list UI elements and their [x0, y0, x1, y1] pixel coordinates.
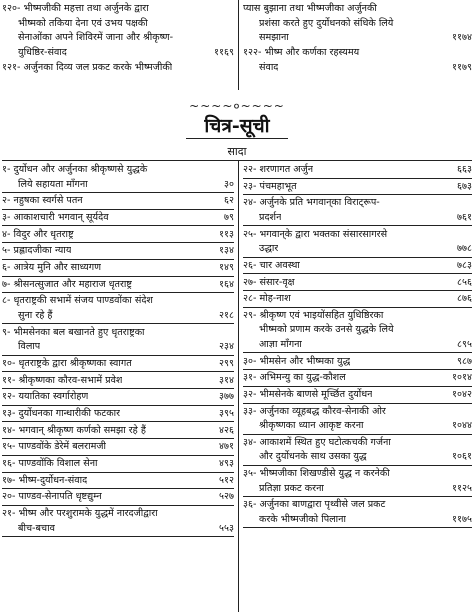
- entry-text: २- नहुषका स्वर्गसे पतन: [2, 195, 83, 207]
- entry-text: सुना रहे हैं: [18, 309, 53, 321]
- entry-text: करके भीष्मजीको पिलाना: [259, 513, 346, 525]
- page-number: २१८: [219, 309, 234, 321]
- index-entry: [243, 228, 472, 258]
- index-entry: [2, 228, 234, 244]
- entry-text: ११- श्रीकृष्णका कौरव-सभामें प्रवेश: [2, 374, 123, 386]
- page-number: ७७८: [457, 243, 472, 255]
- page-number: १०४२: [452, 389, 472, 400]
- entry-line: २४- अर्जुनके प्रति भगवान्‌का विराट्‌रूप-: [243, 197, 380, 209]
- page-number: १६४: [219, 278, 234, 290]
- index-entry: [243, 180, 472, 196]
- index-entry: [2, 357, 234, 373]
- page-number: ३९५: [219, 407, 234, 419]
- index-entry: [2, 244, 234, 260]
- list-top-rule: [2, 160, 472, 161]
- page-number: ६२: [224, 195, 234, 207]
- entry-last-line: [243, 276, 472, 291]
- index-entry: [2, 194, 234, 210]
- page-number: ११३: [219, 228, 234, 240]
- index-entry: [243, 467, 472, 497]
- page-number: ५५३: [219, 522, 234, 534]
- entry-text: १७- भीष्म-दुर्योधन-संवाद: [2, 474, 88, 486]
- page-number: ८९५: [457, 338, 472, 350]
- page-number: ११७४: [452, 32, 472, 43]
- entry-text: ५- प्रह्लादजीका न्याय: [2, 245, 72, 257]
- entry-line: १- दुर्योधन और अर्जुनका श्रीकृष्णसे युद्धके: [2, 164, 148, 175]
- entry-text: और दुर्योधनके साथ उसका युद्ध: [259, 451, 367, 463]
- entry-last-line: [243, 388, 472, 403]
- index-entry: [243, 355, 472, 371]
- page-number: ९८७: [457, 355, 472, 367]
- entry-last-line: [2, 340, 234, 355]
- entry-line: प्रशंसा करते हुए दुर्योधनको संधिके लिये: [259, 17, 394, 29]
- entry-text: बीच-बचाव: [18, 522, 55, 534]
- index-entry: [243, 276, 472, 292]
- entry-last-line: [2, 278, 234, 293]
- entry-line: ३३- अर्जुनका व्यूहबद्ध कौरव-सेनाकी ओर: [243, 405, 386, 417]
- entry-text: ४- विदुर और धृतराष्ट्र: [2, 228, 74, 240]
- entry-last-line: [243, 211, 472, 226]
- index-entry: [2, 457, 234, 473]
- entry-text: श्रीकृष्णका ध्यान आकृष्ट करना: [259, 420, 364, 432]
- entry-text: समझाना: [259, 32, 289, 43]
- page-number: ७६१: [457, 211, 472, 223]
- entry-last-line: [243, 355, 472, 370]
- entry-last-line: [2, 211, 234, 226]
- entry-text: संवाद: [259, 61, 279, 73]
- entry-line: ३४- आकाशमें स्थित हुए घटोत्कचकी गर्जना: [243, 436, 391, 448]
- index-entry: [243, 498, 472, 528]
- page-number: ११७९: [452, 61, 472, 73]
- index-entry: [243, 292, 472, 308]
- entry-line: ९- भीमसेनका बल बखानते हुए धृतराष्ट्रका: [2, 326, 145, 338]
- column-divider-top: [238, 0, 239, 90]
- entry-last-line: [243, 242, 472, 257]
- entry-last-line: [243, 31, 472, 46]
- entry-last-line: [2, 61, 234, 76]
- page-number: ५१२: [219, 474, 234, 486]
- index-entry: [243, 388, 472, 404]
- page-number: ५२७: [219, 491, 234, 503]
- entry-text: ३- आकाशचारी भगवान् सूर्यदेव: [2, 211, 109, 223]
- entry-text: २२- शरणागत अर्जुन: [243, 164, 314, 175]
- entry-text: २०- पाण्डव-सेनापति धृष्टद्युम्न: [2, 491, 102, 503]
- entry-last-line: [2, 244, 234, 259]
- entry-line: २१- भीष्म और परशुरामके युद्धमें नारदजीद्वारा: [2, 508, 158, 520]
- entry-text: उद्धार: [259, 243, 279, 255]
- page-number: ४२६: [219, 424, 234, 436]
- page-number: ४९३: [219, 458, 234, 469]
- page-number: ६७३: [457, 180, 472, 192]
- entry-last-line: [243, 450, 472, 465]
- index-entry: [243, 259, 472, 275]
- entry-text: १४- भगवान् श्रीकृष्ण कर्णको समझा रहे हैं: [2, 424, 146, 436]
- page-number: १०४४: [452, 420, 472, 432]
- entry-last-line: [2, 424, 234, 439]
- index-entry: [243, 371, 472, 387]
- entry-line: २९- श्रीकृष्ण एवं भाइयोंसहित युधिष्ठिरका: [243, 309, 384, 321]
- entry-last-line: [2, 374, 234, 389]
- entry-text: १२- ययातिका स्वर्गारोहण: [2, 391, 89, 403]
- page-number: १०१४: [452, 372, 472, 384]
- title-underline: [186, 138, 288, 139]
- entry-last-line: [2, 440, 234, 455]
- page-number: ८७६: [457, 293, 472, 305]
- index-entry: [2, 294, 234, 324]
- index-entry: [2, 507, 234, 537]
- entry-line: १२२- भीष्म और कर्णका रहस्यमय: [243, 47, 360, 59]
- entry-text: १०- धृतराष्ट्रके द्वारा श्रीकृष्णका स्वागत: [2, 357, 132, 369]
- entry-last-line: [243, 259, 472, 274]
- index-entry: [2, 407, 234, 423]
- page-title: चित्र-सूची: [204, 115, 270, 137]
- index-entry: [243, 2, 472, 46]
- entry-last-line: [243, 419, 472, 434]
- entry-last-line: [2, 261, 234, 276]
- section-subtitle: सादा: [227, 145, 247, 158]
- entry-last-line: [2, 357, 234, 372]
- page-number: ६६३: [457, 164, 472, 175]
- entry-text: विलाप: [18, 341, 41, 353]
- entry-line: भीष्मको प्रणाम करके उनसे युद्धके लिये: [259, 324, 394, 336]
- entry-last-line: [2, 309, 234, 324]
- entry-text: लिये सहायता माँगना: [18, 178, 88, 190]
- index-entry: [243, 309, 472, 354]
- entry-text: ७- श्रीसनत्सुजात और महाराज धृतराष्ट्र: [2, 278, 132, 290]
- entry-last-line: [2, 390, 234, 405]
- index-entry: [2, 163, 234, 193]
- page-number: ८५६: [457, 276, 472, 288]
- index-entry: [2, 490, 234, 506]
- page-number: ७८३: [457, 259, 472, 271]
- entry-line: २५- भगवान्‌के द्वारा भक्तका संसारसागरसे: [243, 228, 388, 240]
- page-number: ११२५: [452, 482, 472, 494]
- entry-text: ३२- भीमसेनके बाणसे मूर्च्छित दुर्योधन: [243, 389, 373, 400]
- index-entry: [2, 474, 234, 490]
- entry-line: भीष्मको तकिया देना एवं उभय पक्षकी: [18, 17, 148, 29]
- figure-list: [0, 163, 474, 612]
- entry-text: २३- पंचमहाभूत: [243, 180, 297, 192]
- page-number: २९९: [219, 357, 234, 369]
- entry-text: १६- पाण्डवोंकि विशाल सेना: [2, 458, 98, 469]
- entry-text: १५- पाण्डवोंके डेरेमें बलरामजी: [2, 441, 106, 453]
- entry-line: ३५- भीष्मजीका शिखण्डीसे युद्ध न करनेकी: [243, 468, 390, 480]
- page-number: ११७५: [452, 513, 472, 525]
- index-entry: [2, 211, 234, 227]
- page-number: ३१४: [219, 374, 234, 386]
- top-section: [0, 2, 474, 88]
- entry-last-line: [243, 482, 472, 497]
- index-entry: [2, 278, 234, 294]
- index-entry: [2, 261, 234, 277]
- entry-last-line: [2, 490, 234, 505]
- index-entry: [2, 2, 234, 60]
- entry-text: २६- चार अवस्था: [243, 259, 300, 271]
- ornament-divider: ~~~~०~~~~: [189, 99, 285, 113]
- index-entry: [243, 163, 472, 179]
- entry-text: २८- मोह-नाश: [243, 293, 291, 305]
- index-entry: [2, 374, 234, 390]
- index-entry: [243, 405, 472, 435]
- entry-text: युधिष्ठिर-संवाद: [18, 46, 67, 58]
- page-number: ३७७: [219, 391, 234, 403]
- entry-last-line: [2, 178, 234, 193]
- entry-line: ८- धृतराष्ट्रकी सभामें संजय पाण्डवोंका संदेश: [2, 295, 153, 307]
- entry-text: आज्ञा माँगना: [259, 338, 302, 350]
- entry-text: २७- संसार-वृक्ष: [243, 276, 295, 288]
- index-entry: [2, 440, 234, 456]
- page-number: ११६९: [214, 46, 234, 58]
- entry-last-line: [2, 228, 234, 243]
- column-divider-list: [238, 161, 239, 612]
- entry-text: प्रतिज्ञा प्रकट करना: [259, 482, 324, 494]
- index-entry: [243, 46, 472, 75]
- index-entry: [2, 326, 234, 356]
- entry-last-line: [2, 522, 234, 537]
- index-entry: [243, 196, 472, 226]
- index-entry: [2, 61, 234, 76]
- entry-line: प्यास बुझाना तथा भीष्मजीका अर्जुनकी: [243, 3, 377, 14]
- entry-text: १२१- अर्जुनका दिव्य जल प्रकट करके भीष्मजीकी: [2, 61, 173, 73]
- entry-line: सेनाओंका अपने शिविरमें जाना और श्रीकृष्ण-: [18, 32, 174, 43]
- entry-text: ३१- अभिमन्यु का युद्ध-कौशल: [243, 372, 346, 384]
- page-number: २३४: [219, 341, 234, 353]
- entry-last-line: [243, 292, 472, 307]
- entry-last-line: [243, 513, 472, 528]
- entry-text: ३०- भीमसेन और भीष्मका युद्ध: [243, 355, 351, 367]
- index-entry: [2, 424, 234, 440]
- entry-last-line: [243, 371, 472, 386]
- index-entry: [2, 390, 234, 406]
- entry-last-line: [2, 194, 234, 209]
- entry-last-line: [243, 163, 472, 178]
- entry-last-line: [2, 407, 234, 422]
- entry-last-line: [2, 457, 234, 472]
- entry-line: ३६- अर्जुनका बाणद्वारा पृथ्वीसे जल प्रकट: [243, 499, 386, 511]
- page-number: ३०: [224, 178, 234, 190]
- entry-text: १३- दुर्योधनका गान्धारीकी फटकार: [2, 407, 121, 419]
- entry-last-line: [2, 474, 234, 489]
- entry-text: ६- आत्रेय मुनि और साध्यगण: [2, 262, 102, 273]
- entry-last-line: [243, 180, 472, 195]
- entry-text: प्रदर्शन: [259, 211, 282, 223]
- page-number: ७९: [224, 211, 234, 223]
- page-number: १४९: [219, 262, 234, 273]
- page-number: १०६१: [452, 451, 472, 463]
- index-entry: [243, 436, 472, 466]
- page-number: १३४: [219, 245, 234, 257]
- entry-line: १२०- भीष्मजीकी महत्ता तथा अर्जुनके द्वारा: [2, 3, 149, 14]
- entry-last-line: [2, 46, 234, 61]
- entry-last-line: [243, 338, 472, 353]
- entry-last-line: [243, 61, 472, 76]
- page-number: ४७१: [219, 441, 234, 453]
